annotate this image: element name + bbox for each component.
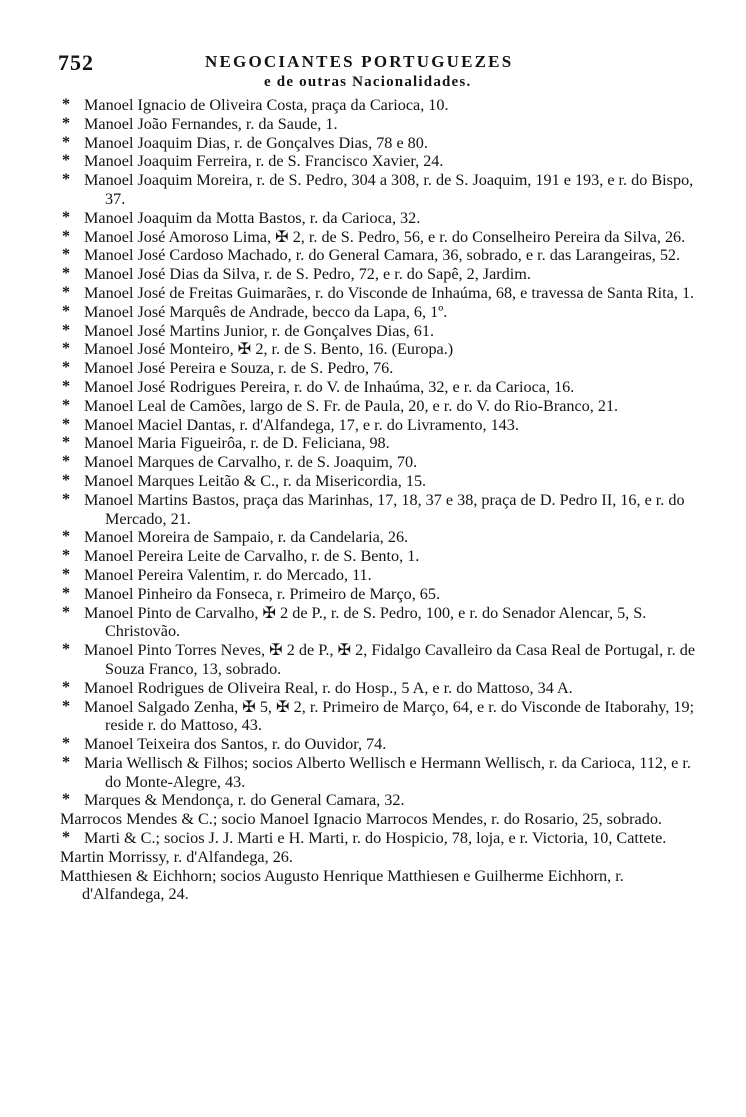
merchant-entry bbox=[60, 152, 702, 171]
merchant-entry bbox=[60, 359, 702, 378]
asterisk-marker: * bbox=[62, 490, 70, 508]
asterisk-marker: * bbox=[62, 265, 70, 283]
merchant-entry bbox=[60, 810, 702, 829]
merchant-entry bbox=[60, 303, 702, 322]
merchant-entry bbox=[60, 679, 702, 698]
merchant-entry bbox=[60, 416, 702, 435]
merchant-entry-text: Manoel Marques de Carvalho, r. de S. Joaquim, 70. bbox=[84, 453, 418, 472]
merchant-entry-text: Manoel Pinheiro da Fonseca, r. Primeiro de Março, 65. bbox=[84, 584, 441, 603]
asterisk-marker: * bbox=[62, 791, 70, 809]
merchant-entry bbox=[60, 735, 702, 754]
asterisk-marker: * bbox=[62, 471, 70, 489]
merchant-entry-text: Manoel Marques Leitão & C., r. da Misericordia, 15. bbox=[84, 471, 427, 490]
merchant-entry-text: Marques & Mendonça, r. do General Camara, 32. bbox=[84, 791, 405, 810]
merchant-entry-text: Manoel João Fernandes, r. da Saude, 1. bbox=[84, 114, 338, 133]
merchant-entry bbox=[60, 829, 702, 848]
merchant-entry-text: Maria Wellisch & Filhos; socios Alberto Wellisch e Hermann Wellisch, r. da Carioca, 112, e r. do Monte-Alegre, 43. bbox=[84, 753, 691, 791]
asterisk-marker: * bbox=[62, 340, 70, 358]
merchant-entry-text: Manoel José Rodrigues Pereira, r. do V. de Inhaúma, 32, e r. da Carioca, 16. bbox=[84, 377, 575, 396]
merchant-entry bbox=[60, 397, 702, 416]
merchant-entry bbox=[60, 491, 702, 529]
merchant-entry-text: Manoel Pereira Valentim, r. do Mercado, 11. bbox=[84, 565, 372, 584]
merchant-entry bbox=[60, 434, 702, 453]
merchant-entry-text: Manoel Martins Bastos, praça das Marinhas, 17, 18, 37 e 38, praça de D. Pedro II, 16, e r. do Mercado, 21. bbox=[84, 490, 685, 528]
merchant-entry-text: Manoel Maria Figueirôa, r. de D. Feliciana, 98. bbox=[84, 434, 390, 453]
asterisk-marker: * bbox=[62, 246, 70, 264]
merchant-entry bbox=[60, 547, 702, 566]
merchant-entry-text: Manoel Pinto Torres Neves, ✠ 2 de P., ✠ 2, Fidalgo Cavalleiro da Casa Real de Portugal, r. de Souza Franco, 13, sobrado. bbox=[84, 641, 696, 678]
asterisk-marker: * bbox=[62, 641, 70, 659]
page-subtitle: e de outras Nacionalidades. bbox=[264, 74, 472, 90]
merchant-entry-text: Manoel José Dias da Silva, r. de S. Pedro, 72, e r. do Sapê, 2, Jardim. bbox=[84, 265, 531, 284]
merchant-entry bbox=[60, 96, 702, 115]
asterisk-marker: * bbox=[62, 434, 70, 452]
merchant-entry bbox=[60, 322, 702, 341]
merchant-entry-text: Manoel José Amoroso Lima, ✠ 2, r. de S. Pedro, 56, e r. do Conselheiro Pereira da Silva, 26. bbox=[84, 227, 686, 246]
asterisk-marker: * bbox=[62, 377, 70, 395]
merchant-entry bbox=[60, 848, 702, 867]
merchant-entry-text: Manoel Ignacio de Oliveira Costa, praça da Carioca, 10. bbox=[84, 96, 449, 114]
merchant-list bbox=[60, 96, 702, 904]
asterisk-marker: * bbox=[62, 208, 70, 226]
asterisk-marker: * bbox=[62, 678, 70, 696]
merchant-entry bbox=[60, 791, 702, 810]
merchant-entry-text: Marrocos Mendes & C.; socio Manoel Ignacio Marrocos Mendes, r. do Rosario, 25, sobrado. bbox=[60, 810, 662, 829]
page-number: 752 bbox=[58, 50, 94, 75]
asterisk-marker: * bbox=[62, 321, 70, 339]
merchant-entry bbox=[60, 754, 702, 792]
asterisk-marker: * bbox=[62, 283, 70, 301]
merchant-entry bbox=[60, 134, 702, 153]
merchant-entry bbox=[60, 265, 702, 284]
running-title: NEGOCIANTES PORTUGUEZES bbox=[205, 52, 514, 71]
merchant-entry-text: Manoel Rodrigues de Oliveira Real, r. do Hosp., 5 A, e r. do Mattoso, 34 A. bbox=[84, 678, 573, 697]
merchant-entry-text: Manoel José Martins Junior, r. de Gonçalves Dias, 61. bbox=[84, 321, 435, 340]
merchant-entry-text: Manoel Joaquim Dias, r. de Gonçalves Dias, 78 e 80. bbox=[84, 133, 428, 152]
merchant-entry bbox=[60, 604, 702, 642]
asterisk-marker: * bbox=[62, 603, 70, 621]
asterisk-marker: * bbox=[62, 547, 70, 565]
asterisk-marker: * bbox=[62, 528, 70, 546]
merchant-entry-text: Manoel Joaquim Moreira, r. de S. Pedro, 304 a 308, r. de S. Joaquim, 191 e 193, e r. do Bispo, 37. bbox=[84, 171, 694, 208]
asterisk-marker: * bbox=[62, 227, 70, 245]
merchant-entry-text: Manoel Moreira de Sampaio, r. da Candelaria, 26. bbox=[84, 528, 409, 547]
merchant-entry-text: Manoel Pereira Leite de Carvalho, r. de S. Bento, 1. bbox=[84, 547, 420, 566]
asterisk-marker: * bbox=[62, 565, 70, 583]
asterisk-marker: * bbox=[62, 302, 70, 320]
merchant-entry bbox=[60, 171, 702, 209]
asterisk-marker: * bbox=[62, 753, 70, 771]
merchant-entry-text: Manoel José de Freitas Guimarães, r. do Visconde de Inhaúma, 68, e travessa de Santa Rita, 1. bbox=[84, 283, 695, 302]
asterisk-marker: * bbox=[62, 96, 70, 113]
merchant-entry-text: Manoel Salgado Zenha, ✠ 5, ✠ 2, r. Primeiro de Março, 64, e r. do Visconde de Itaborahy, 19; reside r. do Mattoso, 43. bbox=[84, 697, 695, 735]
merchant-entry-text: Manoel José Marquês de Andrade, becco da Lapa, 6, 1º. bbox=[84, 302, 448, 321]
merchant-entry bbox=[60, 698, 702, 736]
merchant-entry bbox=[60, 115, 702, 134]
merchant-entry bbox=[60, 472, 702, 491]
asterisk-marker: * bbox=[62, 114, 70, 132]
merchant-entry-text: Marti & C.; socios J. J. Marti e H. Marti, r. do Hospicio, 78, loja, e r. Victoria, 10, Cattete. bbox=[84, 829, 667, 848]
asterisk-marker: * bbox=[62, 453, 70, 471]
asterisk-marker: * bbox=[62, 396, 70, 414]
merchant-entry bbox=[60, 585, 702, 604]
merchant-entry bbox=[60, 246, 702, 265]
merchant-entry-text: Manoel Teixeira dos Santos, r. do Ouvidor, 74. bbox=[84, 735, 387, 754]
merchant-entry bbox=[60, 284, 702, 303]
merchant-entry bbox=[60, 228, 702, 247]
merchant-entry-text: Manoel Pinto de Carvalho, ✠ 2 de P., r. de S. Pedro, 100, e r. do Senador Alencar, 5, S. Christovão. bbox=[84, 603, 647, 641]
asterisk-marker: * bbox=[62, 133, 70, 151]
merchant-entry bbox=[60, 867, 702, 905]
asterisk-marker: * bbox=[62, 415, 70, 433]
merchant-entry-text: Manoel Joaquim da Motta Bastos, r. da Carioca, 32. bbox=[84, 208, 421, 227]
merchant-entry-text: Manoel José Pereira e Souza, r. de S. Pedro, 76. bbox=[84, 359, 394, 378]
merchant-entry-text: Manoel Joaquim Ferreira, r. de S. Francisco Xavier, 24. bbox=[84, 152, 444, 171]
merchant-entry bbox=[60, 340, 702, 359]
asterisk-marker: * bbox=[62, 359, 70, 377]
merchant-entry bbox=[60, 453, 702, 472]
merchant-entry bbox=[60, 528, 702, 547]
asterisk-marker: * bbox=[62, 829, 70, 847]
asterisk-marker: * bbox=[62, 171, 70, 189]
merchant-entry bbox=[60, 566, 702, 585]
merchant-entry-text: Martin Morrissy, r. d'Alfandega, 26. bbox=[60, 847, 293, 866]
asterisk-marker: * bbox=[62, 584, 70, 602]
merchant-entry bbox=[60, 641, 702, 679]
merchant-entry-text: Manoel Maciel Dantas, r. d'Alfandega, 17, e r. do Livramento, 143. bbox=[84, 415, 519, 434]
asterisk-marker: * bbox=[62, 697, 70, 715]
merchant-entry-text: Manoel Leal de Camões, largo de S. Fr. de Paula, 20, e r. do V. do Rio-Branco, 21. bbox=[84, 396, 619, 415]
merchant-entry-text: Manoel José Monteiro, ✠ 2, r. de S. Bento, 16. (Europa.) bbox=[84, 340, 454, 359]
merchant-entry bbox=[60, 209, 702, 228]
merchant-entry-text: Matthiesen & Eichhorn; socios Augusto Henrique Matthiesen e Guilherme Eichhorn, r. d'Alfandega, 24. bbox=[60, 866, 624, 904]
merchant-entry bbox=[60, 378, 702, 397]
merchant-entry-text: Manoel José Cardoso Machado, r. do General Camara, 36, sobrado, e r. das Larangeiras, 52. bbox=[84, 246, 681, 265]
asterisk-marker: * bbox=[62, 735, 70, 753]
asterisk-marker: * bbox=[62, 152, 70, 170]
